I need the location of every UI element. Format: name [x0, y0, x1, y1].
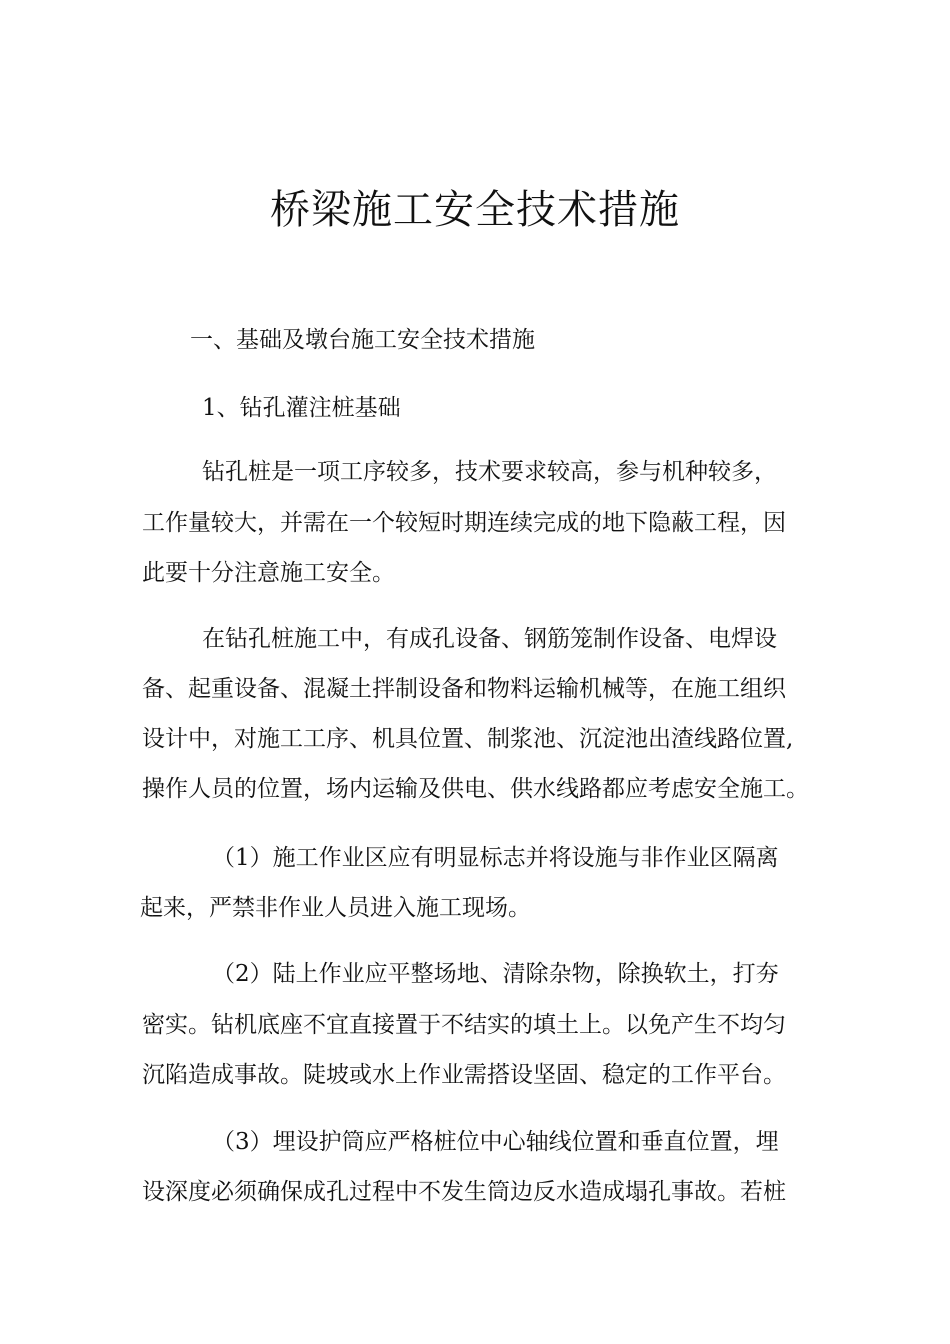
document-title: 桥梁施工安全技术措施: [270, 187, 680, 233]
paragraph-line: 此要十分注意施工安全。: [142, 560, 395, 586]
paragraph-line: 工作量较大，并需在一个较短时期连续完成的地下隐蔽工程，因: [142, 510, 786, 536]
paragraph-line: （2）陆上作业应平整场地、清除杂物，除换软土，打夯: [212, 961, 779, 987]
subsection-heading: 1、钻孔灌注桩基础: [202, 395, 401, 421]
section-heading: 一、基础及墩台施工安全技术措施: [190, 327, 535, 353]
paragraph-line: 钻孔桩是一项工序较多，技术要求较高，参与机种较多，: [202, 459, 777, 485]
paragraph-line: 设深度必须确保成孔过程中不发生筒边反水造成塌孔事故。若桩: [142, 1179, 786, 1205]
paragraph-line: 密实。钻机底座不宜直接置于不结实的填土上。以免产生不均匀: [142, 1012, 786, 1038]
paragraph-line: 操作人员的位置，场内运输及供电、供水线路都应考虑安全施工。: [142, 776, 809, 802]
paragraph-line: 沉陷造成事故。陡坡或水上作业需搭设坚固、稳定的工作平台。: [142, 1062, 786, 1088]
paragraph-line: 在钻孔桩施工中，有成孔设备、钢筋笼制作设备、电焊设: [202, 626, 777, 652]
paragraph-line: 起来，严禁非作业人员进入施工现场。: [140, 895, 531, 921]
paragraph-line: （3）埋设护筒应严格桩位中心轴线位置和垂直位置，埋: [212, 1129, 779, 1155]
paragraph-line: 备、起重设备、混凝土拌制设备和物料运输机械等，在施工组织: [142, 676, 786, 702]
paragraph-line: 设计中，对施工工序、机具位置、制浆池、沉淀池出渣线路位置,: [142, 726, 794, 752]
paragraph-line: （1）施工作业区应有明显标志并将设施与非作业区隔离: [212, 845, 779, 871]
